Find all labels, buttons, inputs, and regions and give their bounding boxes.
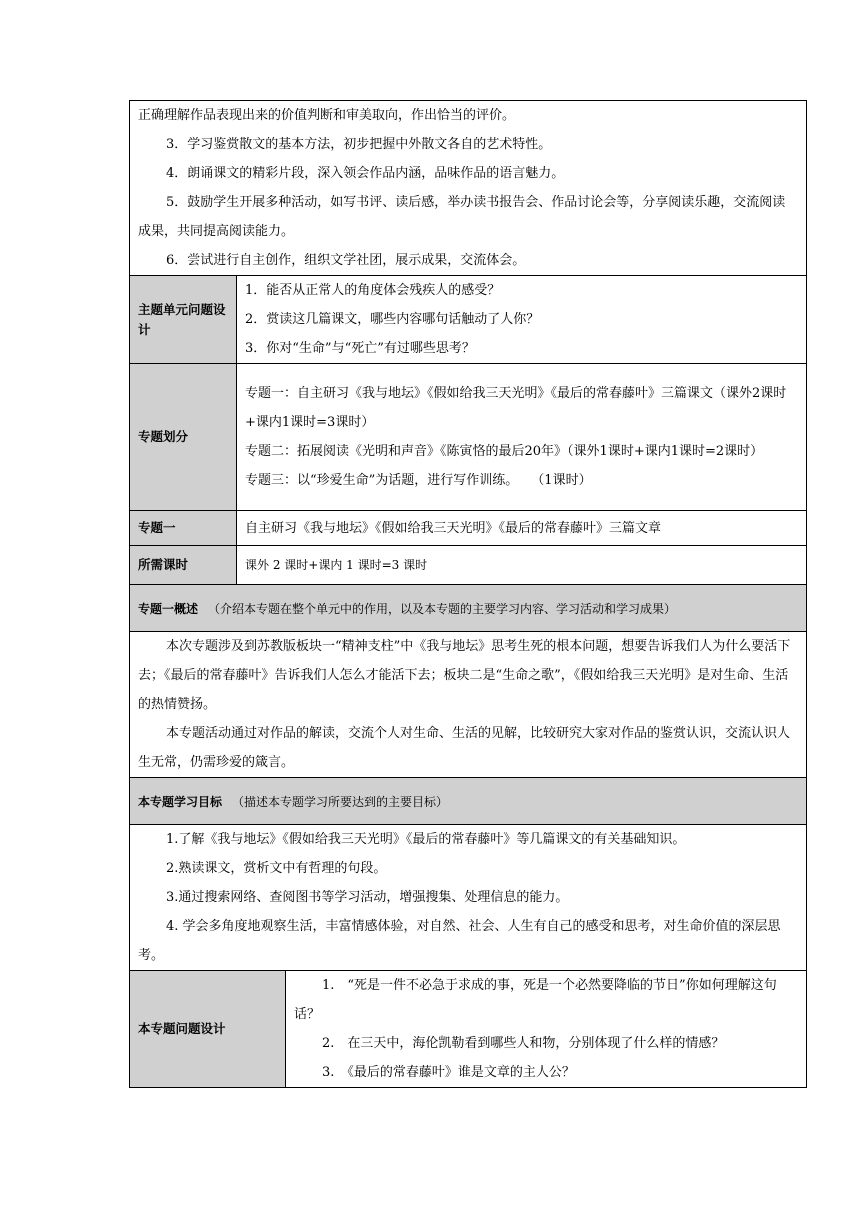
intro-row <box>130 101 807 276</box>
objectives-body-row <box>130 825 807 971</box>
topic-one-value: 自主研习《我与地坛》《假如给我三天光明》《最后的常春藤叶》三篇文章 <box>237 511 807 546</box>
overview-title: 专题一概述 <box>138 601 199 616</box>
lesson-plan-table <box>129 100 807 1088</box>
theme-question-item: 1．能否从正常人的角度体会残疾人的感受？ <box>245 283 501 298</box>
objectives-title: 本专题学习目标 <box>138 794 223 809</box>
hours-label: 所需课时 <box>130 546 237 585</box>
objective-item: 4. 学会多角度地观察生活，丰富情感体验，对自然、社会、人生有自己的感受和思考，对生命价值的深层思考。 <box>138 919 781 963</box>
objectives-body <box>130 825 807 971</box>
objectives-header-row <box>130 778 807 825</box>
objective-item: 2.熟读课文，赏析文中有哲理的句段。 <box>166 861 387 876</box>
topic-question-item: 1. “死是一件不必急于求成的事，死是一个必然要降临的节日”你如何理解这句话？ <box>294 978 777 1022</box>
theme-question-item: 3．你对“生命”与“死亡”有过哪些思考？ <box>245 341 475 356</box>
objectives-note: （描述本专题学习所要达到的主要目标） <box>232 794 449 809</box>
topic-division-item: 专题一：自主研习《我与地坛》《假如给我三天光明》《最后的常春藤叶》三篇课文（课外2课时+课内1课时=3课时） <box>245 386 787 430</box>
overview-paragraph: 本次专题涉及到苏教版板块一“精神支柱”中《我与地坛》思考生死的根本问题，想要告诉我们人为什么要活下去；《最后的常春藤叶》告诉我们人怎么才能活下去；板块二是“生命之歌”，《假如给我三天光明》是对生命、生活的热情赞扬。 <box>138 639 791 712</box>
objective-item: 1.了解《我与地坛》《假如给我三天光明》《最后的常春藤叶》等几篇课文的有关基础知识。 <box>166 832 686 847</box>
hours-row <box>130 546 807 585</box>
objective-item: 3.通过搜索网络、查阅图书等学习活动，增强搜集、处理信息的能力。 <box>166 890 569 905</box>
topic-division-cell <box>237 364 807 511</box>
topic-division-item: 专题二：拓展阅读《光明和声音》《陈寅恪的最后20年》（课外1课时+课内1课时=2课时） <box>245 444 764 459</box>
overview-header <box>130 585 807 632</box>
overview-note: （介绍本专题在整个单元中的作用，以及本专题的主要学习内容、学习活动和学习成果） <box>208 601 677 616</box>
overview-header-row <box>130 585 807 632</box>
topic-questions-label: 本专题问题设计 <box>130 971 286 1088</box>
overview-body <box>130 632 807 778</box>
topic-questions-cell <box>286 971 807 1088</box>
topic-question-item: 3. 《最后的常春藤叶》谁是文章的主人公？ <box>322 1065 575 1080</box>
topic-division-row <box>130 364 807 511</box>
intro-line: 正确理解作品表现出来的价值判断和审美取向，作出恰当的评价。 <box>138 108 516 123</box>
topic-questions-row <box>130 971 807 1088</box>
intro-cell <box>130 101 807 276</box>
intro-line: 5．鼓励学生开展多种活动，如写书评、读后感，举办读书报告会、作品讨论会等，分享阅读乐趣，交流阅读成果，共同提高阅读能力。 <box>138 195 786 239</box>
lesson-plan-page <box>129 100 806 1088</box>
theme-questions-row <box>130 276 807 364</box>
topic-division-item: 专题三：以“珍爱生命”为话题，进行写作训练。 （1课时） <box>245 473 592 488</box>
overview-paragraph: 本专题活动通过对作品的解读，交流个人对生命、生活的见解，比较研究大家对作品的鉴赏认识，交流认识人生无常，仍需珍爱的箴言。 <box>138 726 791 770</box>
topic-question-item: 2. 在三天中，海伦凯勒看到哪些人和物，分别体现了什么样的情感？ <box>322 1036 725 1051</box>
hours-value: 课外 2 课时+课内 1 课时=3 课时 <box>237 546 807 585</box>
theme-questions-label: 主题单元问题设计 <box>130 276 237 364</box>
topic-division-label: 专题划分 <box>130 364 237 511</box>
theme-questions-cell <box>237 276 807 364</box>
intro-line: 4．朗诵课文的精彩片段，深入领会作品内涵，品味作品的语言魅力。 <box>166 166 565 181</box>
theme-question-item: 2．赏读这几篇课文，哪些内容哪句话触动了人你？ <box>245 312 540 327</box>
topic-one-row <box>130 511 807 546</box>
overview-body-row <box>130 632 807 778</box>
topic-one-label: 专题一 <box>130 511 237 546</box>
objectives-header <box>130 778 807 825</box>
intro-line: 6．尝试进行自主创作，组织文学社团，展示成果，交流体会。 <box>166 253 526 268</box>
intro-line: 3．学习鉴赏散文的基本方法，初步把握中外散文各自的艺术特性。 <box>166 137 552 152</box>
